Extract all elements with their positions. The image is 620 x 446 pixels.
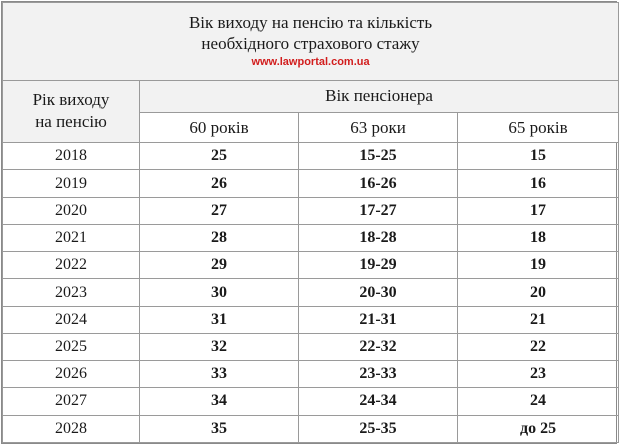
table-row (3, 224, 619, 251)
age-65-cell: 17 (458, 197, 619, 224)
year-cell: 2022 (3, 252, 140, 279)
age-60-cell: 33 (140, 361, 299, 388)
age-63-cell: 23-33 (299, 361, 458, 388)
age-65-cell: 22 (458, 333, 619, 360)
table-row (3, 388, 619, 415)
age-63-cell: 17-27 (299, 197, 458, 224)
year-cell: 2027 (3, 388, 140, 415)
age-65-cell: 24 (458, 388, 619, 415)
table-row (3, 197, 619, 224)
year-header-line-2: на пенсію (35, 112, 107, 132)
age-65-cell: 16 (458, 170, 619, 197)
age-60-cell: 30 (140, 279, 299, 306)
age-60-cell: 35 (140, 415, 299, 442)
age-65-cell: 15 (458, 143, 619, 170)
age-63-cell: 20-30 (299, 279, 458, 306)
age-60-header: 60 років (140, 112, 299, 142)
age-group-header: Вік пенсіонера (140, 80, 619, 112)
age-63-cell: 21-31 (299, 306, 458, 333)
age-60-cell: 31 (140, 306, 299, 333)
year-cell: 2025 (3, 333, 140, 360)
pension-table-frame (1, 1, 617, 444)
age-65-cell: 19 (458, 252, 619, 279)
age-65-cell: 20 (458, 279, 619, 306)
year-cell: 2021 (3, 224, 140, 251)
table-row (3, 252, 619, 279)
year-cell: 2019 (3, 170, 140, 197)
age-63-cell: 19-29 (299, 252, 458, 279)
table-row (3, 415, 619, 442)
age-63-cell: 22-32 (299, 333, 458, 360)
age-63-cell: 15-25 (299, 143, 458, 170)
age-65-cell: до 25 (458, 415, 619, 442)
table-row (3, 143, 619, 170)
age-63-header: 63 роки (299, 112, 458, 142)
age-63-cell: 24-34 (299, 388, 458, 415)
age-65-header: 65 років (458, 112, 619, 142)
year-cell: 2026 (3, 361, 140, 388)
age-60-cell: 32 (140, 333, 299, 360)
year-cell: 2024 (3, 306, 140, 333)
age-65-cell: 23 (458, 361, 619, 388)
table-row (3, 306, 619, 333)
year-cell: 2020 (3, 197, 140, 224)
title-line-1: Вік виходу на пенсію та кількість (188, 13, 433, 33)
age-60-cell: 28 (140, 224, 299, 251)
title-line-2: необхідного страхового стажу (201, 34, 420, 54)
age-60-cell: 29 (140, 252, 299, 279)
year-cell: 2023 (3, 279, 140, 306)
year-cell: 2018 (3, 143, 140, 170)
age-63-cell: 16-26 (299, 170, 458, 197)
age-63-cell: 18-28 (299, 224, 458, 251)
table-row (3, 333, 619, 360)
source-site-link[interactable]: www.lawportal.com.ua (251, 56, 370, 69)
pension-table (2, 2, 619, 443)
year-cell: 2028 (3, 415, 140, 442)
table-row (3, 361, 619, 388)
age-60-cell: 27 (140, 197, 299, 224)
year-column-header (3, 80, 140, 143)
age-63-cell: 25-35 (299, 415, 458, 442)
age-65-cell: 21 (458, 306, 619, 333)
table-row (3, 170, 619, 197)
table-title (3, 3, 619, 81)
table-row (3, 279, 619, 306)
age-60-cell: 25 (140, 143, 299, 170)
age-60-cell: 26 (140, 170, 299, 197)
age-60-cell: 34 (140, 388, 299, 415)
year-header-line-1: Рік виходу (32, 90, 110, 110)
age-65-cell: 18 (458, 224, 619, 251)
